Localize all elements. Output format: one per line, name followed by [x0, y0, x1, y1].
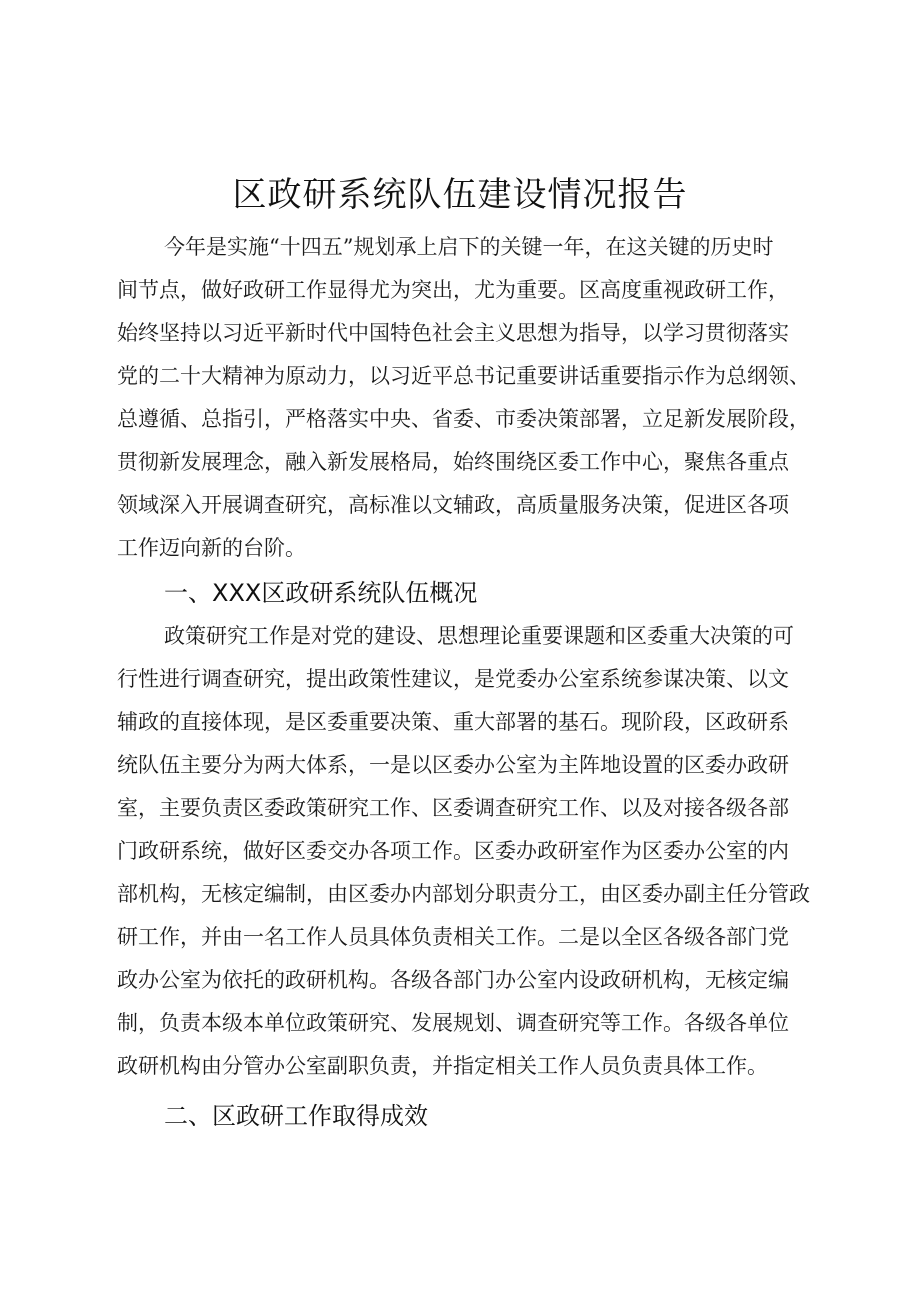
paragraph-line: 工作迈向新的台阶。: [117, 536, 306, 560]
paragraph-line: 贯彻新发展理念，融入新发展格局，始终围绕区委工作中心，聚焦各重点: [117, 450, 789, 474]
paragraph-line: 辅政的直接体现，是区委重要决策、重大部署的基石。现阶段，区政研系: [117, 710, 789, 734]
paragraph-line: 政研机构由分管办公室副职负责，并指定相关工作人员负责具体工作。: [117, 1054, 768, 1078]
document-title: 区政研系统队伍建设情况报告: [232, 175, 688, 215]
paragraph-line: 总遵循、总指引，严格落实中央、省委、市委决策部署，立足新发展阶段，: [117, 407, 810, 431]
paragraph-line: 始终坚持以习近平新时代中国特色社会主义思想为指导，以学习贯彻落实: [117, 321, 789, 345]
paragraph-line: 部机构，无核定编制，由区委办内部划分职责分工，由区委办副主任分管政: [117, 882, 810, 906]
paragraph-line: 统队伍主要分为两大体系，一是以区委办公室为主阵地设置的区委办政研: [117, 753, 789, 777]
paragraph-line: 制，负责本级本单位政策研究、发展规划、调查研究等工作。各级各单位: [117, 1011, 789, 1035]
paragraph-line: 今年是实施“十四五”规划承上启下的关键一年，在这关键的历史时: [164, 235, 774, 259]
intro-paragraph: [117, 226, 810, 570]
paragraph-line: 党的二十大精神为原动力，以习近平总书记重要讲话重要指示作为总纲领、: [117, 364, 810, 388]
section-heading-1: 一、XXX区政研系统队伍概况: [164, 579, 478, 607]
section-heading-2: 二、区政研工作取得成效: [164, 1102, 428, 1130]
section1-paragraph: [117, 615, 810, 1088]
paragraph-line: 领域深入开展调查研究，高标准以文辅政，高质量服务决策，促进区各项: [117, 493, 789, 517]
paragraph-line: 室，主要负责区委政策研究工作、区委调查研究工作、以及对接各级各部: [117, 796, 789, 820]
paragraph-line: 门政研系统，做好区委交办各项工作。区委办政研室作为区委办公室的内: [117, 839, 789, 863]
paragraph-line: 政策研究工作是对党的建设、思想理论重要课题和区委重大决策的可: [164, 624, 794, 648]
paragraph-line: 研工作，并由一名工作人员具体负责相关工作。二是以全区各级各部门党: [117, 925, 789, 949]
paragraph-line: 间节点，做好政研工作显得尤为突出，尤为重要。区高度重视政研工作，: [117, 278, 789, 302]
paragraph-line: 政办公室为依托的政研机构。各级各部门办公室内设政研机构，无核定编: [117, 968, 789, 992]
paragraph-line: 行性进行调查研究，提出政策性建议，是党委办公室系统参谋决策、以文: [117, 667, 789, 691]
